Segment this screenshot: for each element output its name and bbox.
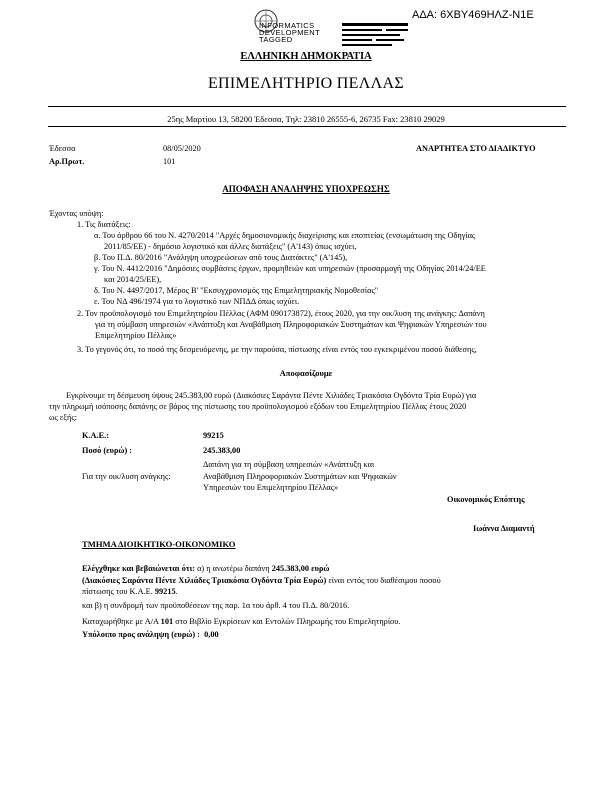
- list-item: δ. Του Ν. 4497/2017, Μέρος Β' "Εκσυγχρονισμός της Επιμελητηριακής Νομοθεσίας": [94, 286, 379, 295]
- decision-heading: Αποφασίζουμε: [279, 368, 333, 378]
- amount-label: Ποσό (ευρώ) :: [82, 446, 133, 455]
- signature-role: Οικονομικός Επόπτης: [447, 495, 525, 504]
- document-date: 08/05/2020: [163, 144, 201, 153]
- ada-code: ΑΔΑ: 6ΧΒΥ469ΗΛΖ-Ν1Ε: [412, 9, 534, 21]
- words-rest: είναι εντός του διαθέσιμου ποσού: [326, 576, 441, 585]
- balance-value: 0,00: [204, 630, 219, 639]
- need-text: Υπηρεσιών του Επιμελητηρίου Πέλλας»: [203, 483, 339, 492]
- address-line: 25ης Μαρτίου 13, 58200 Έδεσσα, Τηλ: 23810 26555-6, 26735 Fax: 23810 29029: [167, 114, 445, 124]
- signature-name: Ιωάννα Διαμαντή: [473, 524, 535, 533]
- registered-no: 101: [160, 617, 174, 626]
- balance-line: [82, 630, 219, 641]
- checked-amount: 245.383,00 ευρώ: [271, 564, 330, 573]
- decision-text: Εγκρίνουμε τη δέσμευση ύψους 245.383,00 ευρώ (Διακόσιες Σαράντα Πέντε Χιλιάδες Τριακόσια Ογδόντα Τρία Ευρώ) για: [66, 391, 477, 400]
- kae-value: 99215: [203, 431, 224, 440]
- list-item: β. Του Π.Δ. 80/2016 "Ανάληψη υποχρεώσεων από τους Διατάκτες" (Α'145),: [94, 253, 348, 262]
- need-text: Δαπάνη για τη σύμβαση υπηρεσιών «Ανάπτυξη και: [203, 460, 375, 469]
- logo-line: TAGGED: [259, 35, 293, 44]
- checked-line: [82, 564, 329, 575]
- department-title: ΤΜΗΜΑ ΔΙΟΙΚΗΤΙΚΟ-ΟΙΚΟΝΟΜΙΚΟ: [82, 539, 236, 549]
- kae-label: Κ.Α.Ε.:: [82, 431, 109, 440]
- logo-line: INFORMATICS: [259, 21, 315, 30]
- checked-rest: α) η ανωτέρω δαπάνη: [195, 564, 272, 573]
- divider: [48, 106, 566, 107]
- credit-kae: 99215: [154, 587, 176, 596]
- registered-pre: Καταχωρήθηκε με Α/Α: [82, 617, 161, 626]
- words-line: [82, 576, 441, 587]
- list-item: 2011/85/ΕΕ) - δημόσιο λογιστικό και άλλες διατάξεις" (Α'143) όπως ισχύει,: [104, 242, 357, 251]
- need-label: Για την οικ/λυση ανάγκης:: [82, 472, 171, 481]
- chamber-name: ΕΠΙΜΕΛΗΤΗΡΙΟ ΠΕΛΛΑΣ: [207, 75, 405, 92]
- checked-lead: Ελέγχθηκε και βεβαιώνεται ότι:: [82, 564, 195, 573]
- amount-value: 245.383,00: [203, 446, 241, 455]
- b-line: και β) η συνδρομή των προϋποθέσεων της παρ. 1α του άρθ. 4 του Π.Δ. 80/2016.: [82, 601, 350, 610]
- list-item: 3. Το γεγονός ότι, το ποσό της δεσμευόμενης, με την παρούσα, πίστωσης είναι εντός του εγκεκριμένου ποσού διάθεσης,: [77, 345, 477, 354]
- registered-rest: στο Βιβλίο Εγκρίσεων και Εντολών Πληρωμής του Επιμελητηρίου.: [173, 617, 401, 626]
- list-item: και 2014/25/ΕΕ),: [104, 275, 162, 284]
- logo-text: [259, 22, 320, 43]
- document-title: ΑΠΟΦΑΣΗ ΑΝΑΛΗΨΗΣ ΥΠΟΧΡΕΩΣΗΣ: [222, 184, 390, 194]
- list-item: γ. Του Ν. 4412/2016 "Δημόσιες συμβάσεις έργων, προμηθειών και υπηρεσιών (προσαρμογή της Οδηγίας 2014/24/ΕΕ: [94, 264, 486, 273]
- registered-line: [82, 617, 400, 628]
- protocol-label: Αρ.Πρωτ.: [49, 157, 85, 166]
- barcode-icon: [342, 21, 408, 49]
- list-item: για τη σύμβαση υπηρεσιών «Ανάπτυξη και Αναβάθμιση Πληροφοριακών Συστημάτων και Ψηφιακών Υπηρεσιών του: [95, 320, 487, 329]
- credit-line: πίστωσης του Κ.Α.Ε. 99215.: [82, 587, 178, 596]
- republic-heading: ΕΛΛΗΝΙΚΗ ΔΗΜΟΚΡΑΤΙΑ: [240, 51, 372, 62]
- logo-line: DEVELOPMENT: [259, 28, 321, 37]
- decision-text: ως εξής:: [49, 413, 77, 422]
- list-item: 2. Τον προϋπολογισμό του Επιμελητηρίου Πέλλας (ΑΦΜ 090173872), έτους 2020, για την οικ/λυση της ανάγκης: Δαπάνη: [77, 309, 485, 318]
- amount-words: (Διακόσιες Σαράντα Πέντε Χιλιάδες Τριακόσια Ογδόντα Τρία Ευρώ): [82, 576, 327, 585]
- divider: [48, 126, 566, 127]
- need-text: Αναβάθμιση Πληροφοριακών Συστημάτων και Ψηφιακών: [203, 472, 397, 481]
- list-item: 1. Τις διατάξεις:: [77, 220, 131, 229]
- protocol-number: 101: [163, 157, 176, 166]
- balance-label: Υπόλοιπο προς ανάληψη (ευρώ) :: [82, 630, 200, 639]
- place-label: Έδεσσα: [49, 144, 76, 153]
- list-item: ε. Του ΝΔ 496/1974 για το λογιστικό των ΝΠΔΔ όπως ισχύει.: [94, 297, 300, 306]
- decision-text: την πληρωμή ισόποσης δαπάνης σε βάρος της πίστωσης του προϋπολογισμού εξόδων του Επιμελητηρίου Πέλλας έτους 2020: [49, 402, 467, 411]
- considering-intro: Έχοντας υπόψη:: [49, 209, 104, 218]
- credit-pre: πίστωσης του Κ.Α.Ε.: [82, 587, 155, 596]
- publish-note: ΑΝΑΡΤΗΤΕΑ ΣΤΟ ΔΙΑΔΙΚΤΥΟ: [416, 144, 536, 153]
- list-item: Επιμελητηρίου Πέλλας»: [95, 331, 177, 340]
- list-item: α. Του άρθρου 66 του Ν. 4270/2014 "Αρχές δημοσιονομικής διαχείρισης και εποπτείας (ενσωμάτωση της Οδηγίας: [94, 231, 476, 240]
